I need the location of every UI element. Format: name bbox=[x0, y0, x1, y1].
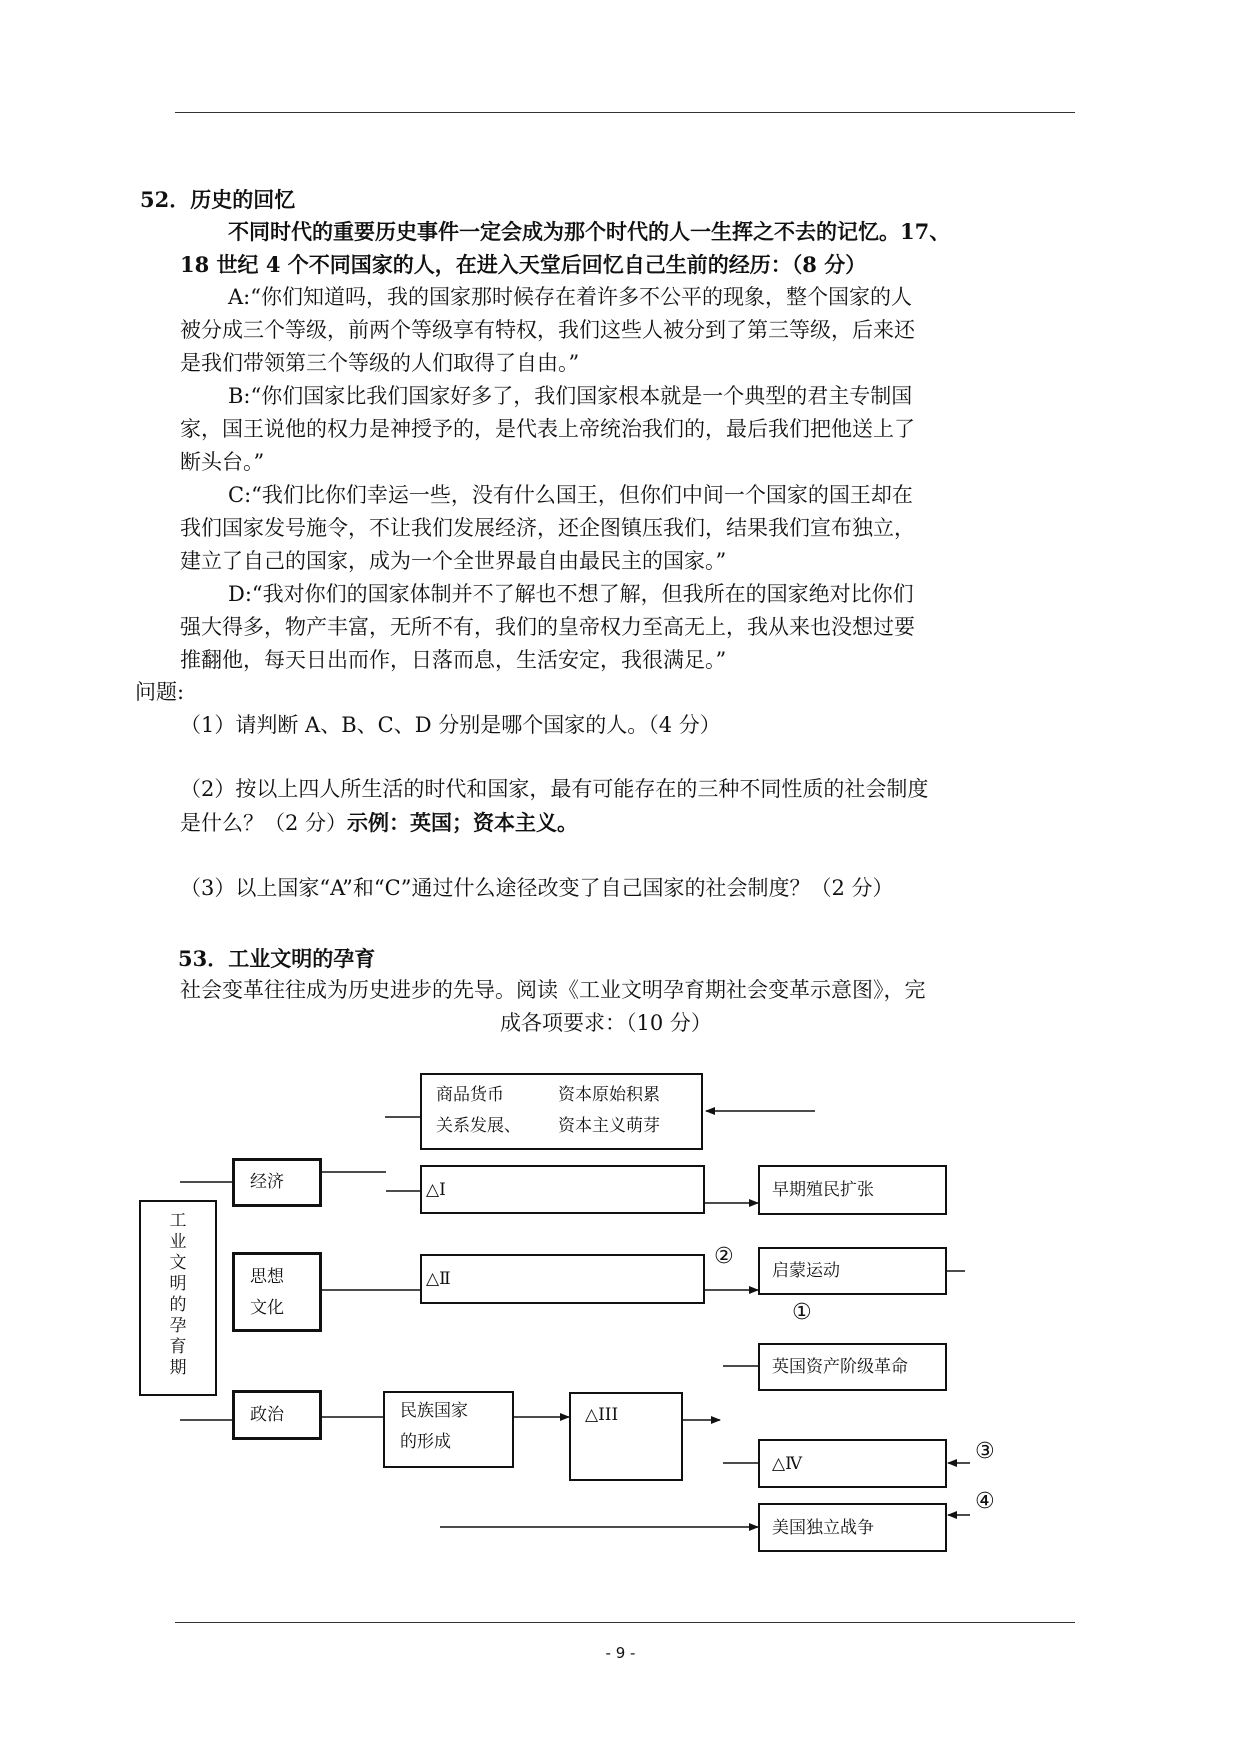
footer-rule bbox=[175, 1622, 1075, 1623]
q52-intro-line: 不同时代的重要历史事件一定会成为那个时代的人一生挥之不去的记忆。17、 bbox=[228, 219, 951, 244]
statement-line: 家，国王说他的权力是神授予的，是代表上帝统治我们的，最后我们把他送上了 bbox=[180, 417, 915, 441]
main-char: 孕 bbox=[169, 1316, 187, 1336]
statement-line: 断头台。” bbox=[180, 450, 265, 474]
statement-line: 推翻他，每天日出而作，日落而息，生活安定，我很满足。” bbox=[180, 648, 727, 672]
questions-label: 问题: bbox=[135, 680, 185, 704]
top-box-text: 资本原始积累 bbox=[558, 1085, 660, 1105]
box-t1 bbox=[420, 1165, 705, 1214]
enlightenment-label: 启蒙运动 bbox=[772, 1261, 840, 1281]
q52-intro-line: 18 世纪 4 个不同国家的人，在进入天堂后回忆自己生前的经历：（8 分） bbox=[180, 252, 867, 277]
q53-intro-line1: 社会变革往往成为历史进步的先导。阅读《工业文明孕育期社会变革示意图》，完 bbox=[180, 978, 926, 1002]
nation-label: 民族国家 bbox=[400, 1401, 468, 1421]
main-char: 育 bbox=[169, 1337, 187, 1357]
statement-line: 我们国家发号施令，不让我们发展经济，还企图镇压我们，结果我们宣布独立， bbox=[180, 516, 915, 540]
main-char: 的 bbox=[169, 1295, 187, 1315]
main-char: 文 bbox=[169, 1253, 187, 1273]
circle-number-4: ④ bbox=[975, 1489, 995, 1514]
box-t2 bbox=[420, 1254, 705, 1304]
statement-line: C:“我们比你们幸运一些，没有什么国王，但你们中间一个国家的国王却在 bbox=[228, 483, 913, 507]
thought-label: 思想 bbox=[250, 1267, 284, 1287]
statement-line: A:“你们知道吗，我的国家那时候存在着许多不公平的现象，整个国家的人 bbox=[228, 285, 912, 309]
main-char: 明 bbox=[169, 1274, 187, 1294]
t1-label: △Ⅰ bbox=[426, 1180, 446, 1200]
circle-number-3: ③ bbox=[975, 1439, 995, 1464]
statement-line: B:“你们国家比我们国家好多了，我们国家根本就是一个典型的君主专制国 bbox=[228, 384, 913, 408]
economy-label: 经济 bbox=[250, 1172, 284, 1192]
circle-number-1: ① bbox=[792, 1300, 812, 1325]
q52-sub3: （3）以上国家“A”和“C”通过什么途径改变了自己国家的社会制度？（2 分） bbox=[180, 876, 894, 900]
statement-line: D:“我对你们的国家体制并不了解也不想了解，但我所在的国家绝对比你们 bbox=[228, 582, 914, 606]
main-char: 业 bbox=[169, 1232, 187, 1252]
american-label: 美国独立战争 bbox=[772, 1518, 874, 1538]
q52-sub1: （1）请判断 A、B、C、D 分别是哪个国家的人。（4 分） bbox=[180, 713, 721, 737]
statement-line: 是我们带领第三个等级的人们取得了自由。” bbox=[180, 351, 580, 375]
circle-number-2: ② bbox=[714, 1244, 734, 1269]
politics-label: 政治 bbox=[250, 1405, 284, 1425]
nation-label: 的形成 bbox=[400, 1432, 451, 1452]
q52-title: 52．历史的回忆 bbox=[140, 187, 296, 212]
statement-line: 建立了自己的国家，成为一个全世界最自由最民主的国家。” bbox=[180, 549, 727, 573]
q52-sub2-line1: （2）按以上四人所生活的时代和国家，最有可能存在的三种不同性质的社会制度 bbox=[180, 777, 929, 801]
statement-line: 被分成三个等级，前两个等级享有特权，我们这些人被分到了第三等级，后来还 bbox=[180, 318, 915, 342]
q52-sub2-question: 是什么？（2 分） bbox=[180, 811, 348, 835]
colonial-label: 早期殖民扩张 bbox=[772, 1180, 874, 1200]
t2-label: △Ⅱ bbox=[426, 1269, 451, 1289]
q53-intro-line2: 成各项要求：（10 分） bbox=[500, 1011, 712, 1035]
page-number: - 9 - bbox=[605, 1644, 636, 1662]
box-thought-culture bbox=[232, 1252, 322, 1332]
statement-line: 强大得多，物产丰富，无所不有，我们的皇帝权力至高无上，我从来也没想过要 bbox=[180, 615, 915, 639]
t4-label: △Ⅳ bbox=[772, 1454, 803, 1474]
q52-sub2-example: 示例：英国；资本主义。 bbox=[347, 810, 579, 835]
main-char: 工 bbox=[169, 1211, 187, 1231]
top-box-text: 资本主义萌芽 bbox=[558, 1116, 660, 1136]
english-rev-label: 英国资产阶级革命 bbox=[772, 1357, 908, 1377]
q53-title: 53．工业文明的孕育 bbox=[178, 946, 376, 971]
top-box-text: 商品货币 bbox=[436, 1085, 504, 1105]
t3-label: △III bbox=[585, 1405, 619, 1425]
top-box-text: 关系发展、 bbox=[436, 1116, 521, 1136]
thought-label: 文化 bbox=[250, 1298, 284, 1318]
main-char: 期 bbox=[169, 1358, 187, 1378]
